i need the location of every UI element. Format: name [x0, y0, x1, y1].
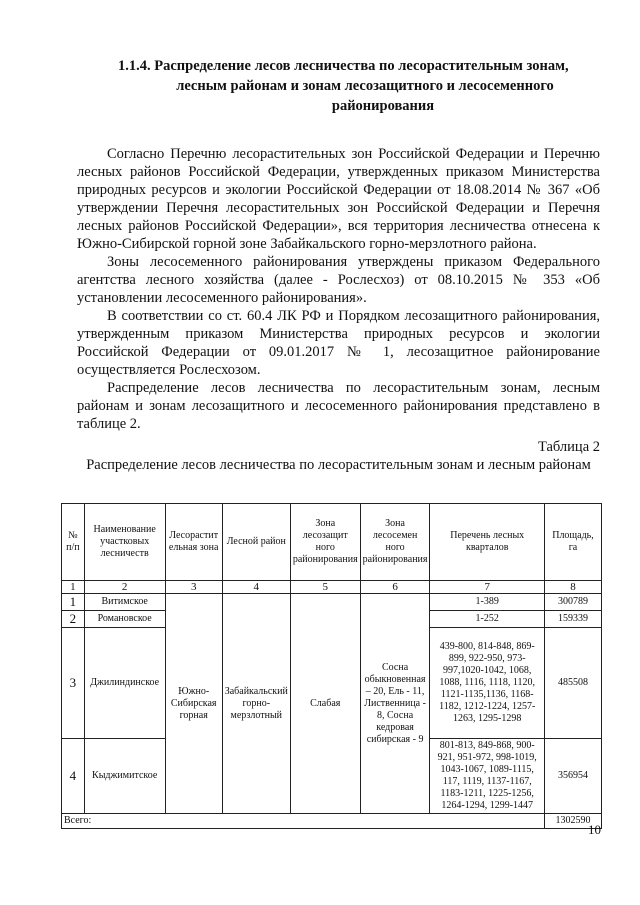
column-number: 8 [544, 581, 601, 594]
header-seed-zone: Зона лесосемен ного районирования [360, 504, 430, 581]
header-zone: Лесорастит ельная зона [165, 504, 222, 581]
header-protection-zone: Зона лесозащит ного районирования [290, 504, 360, 581]
section-heading [118, 56, 608, 116]
column-number: 7 [430, 581, 544, 594]
row-number: 4 [62, 739, 85, 814]
forestry-name: Кыджимитское [84, 739, 165, 814]
forest-zone-cell: Южно-Сибирская горная [165, 594, 222, 814]
header-quarters: Перечень лесных кварталов [430, 504, 544, 581]
column-number: 5 [290, 581, 360, 594]
paragraph-4: Распределение лесов лесничества по лесорастительным зонам, лесным районам и зонам лесозащитного и лесосеменного районирования представлено в таблице 2. [77, 380, 600, 432]
table-caption [77, 438, 600, 474]
forest-distribution-table [61, 503, 602, 829]
area-value: 300789 [544, 594, 601, 611]
table-label: Таблица 2 [537, 439, 600, 455]
header-num: № п/п [62, 504, 85, 581]
area-value: 485508 [544, 628, 601, 739]
body-text [77, 145, 600, 433]
table-row [62, 594, 602, 611]
paragraph-3: В соответствии со ст. 60.4 ЛК РФ и Порядком лесозащитного районирования, утвержденным приказом Министерства природных ресурсов и экологии Российской Федерации от 09.01.2017 № 1, лесозащитное районирование осуществляется Рослесхозом. [77, 308, 600, 378]
quarters-list: 1-389 [430, 594, 544, 611]
header-name: Наименование участковых лесничеств [84, 504, 165, 581]
header-area: Площадь, га [544, 504, 601, 581]
total-row [62, 814, 602, 829]
seed-zone-cell: Сосна обыкновенная – 20, Ель - 11, Лиственница - 8, Сосна кедровая сибирская - 9 [360, 594, 430, 814]
area-value: 356954 [544, 739, 601, 814]
forestry-name: Джилиндинское [84, 628, 165, 739]
column-number: 1 [62, 581, 85, 594]
paragraph-1: Согласно Перечню лесорастительных зон Российской Федерации и Перечню лесных районов Российской Федерации, утвержденных приказом Министерства природных ресурсов и экологии Российской Федерации от 18.08.2014 № 367 «Об утверждении Перечня лесорастительных зон Российской Федерации и Перечня лесных районов Российской Федерации», вся территория лесничества отнесена к Южно-Сибирской горной зоне Забайкальского горно-мерзлотного района. [77, 146, 600, 252]
area-value: 159339 [544, 611, 601, 628]
forestry-name: Витимское [84, 594, 165, 611]
table-header-row [62, 504, 602, 581]
protection-zone-cell: Слабая [290, 594, 360, 814]
table-title: Распределение лесов лесничества по лесорастительным зонам и лесным районам [86, 457, 591, 473]
section-heading-line-2: лесным районам и зонам лесозащитного и лесосеменного [176, 78, 554, 94]
header-region: Лесной район [222, 504, 290, 581]
total-label: Всего: [62, 814, 545, 829]
quarters-list: 801-813, 849-868, 900-921, 951-972, 998-1019, 1043-1067, 1089-1115, 117, 1119, 1137-1167, 1183-1211, 1225-1256, 1264-1294, 1299-1447 [430, 739, 544, 814]
column-number-row [62, 581, 602, 594]
row-number: 2 [62, 611, 85, 628]
row-number: 1 [62, 594, 85, 611]
paragraph-2: Зоны лесосеменного районирования утверждены приказом Федерального агентства лесного хозяйства (далее - Рослесхоз) от 08.10.2015 № 353 «Об установлении лесосеменного районирования». [77, 254, 600, 306]
column-number: 3 [165, 581, 222, 594]
section-heading-line-3: районирования [331, 98, 435, 114]
column-number: 2 [84, 581, 165, 594]
page-number: 10 [588, 822, 601, 837]
total-area: 1302590 [544, 814, 601, 829]
column-number: 6 [360, 581, 430, 594]
quarters-list: 1-252 [430, 611, 544, 628]
quarters-list: 439-800, 814-848, 869-899, 922-950, 973-997,1020-1042, 1068, 1088, 1116, 1118, 1120, 1121-1135,1136, 1168-1182, 1212-1224, 1257-1263, 1295-1298 [430, 628, 544, 739]
forestry-name: Романовское [84, 611, 165, 628]
section-heading-line-1: 1.1.4. Распределение лесов лесничества по лесорастительным зонам, [118, 58, 569, 74]
column-number: 4 [222, 581, 290, 594]
forest-region-cell: Забайкальский горно-мерзлотный [222, 594, 290, 814]
row-number: 3 [62, 628, 85, 739]
